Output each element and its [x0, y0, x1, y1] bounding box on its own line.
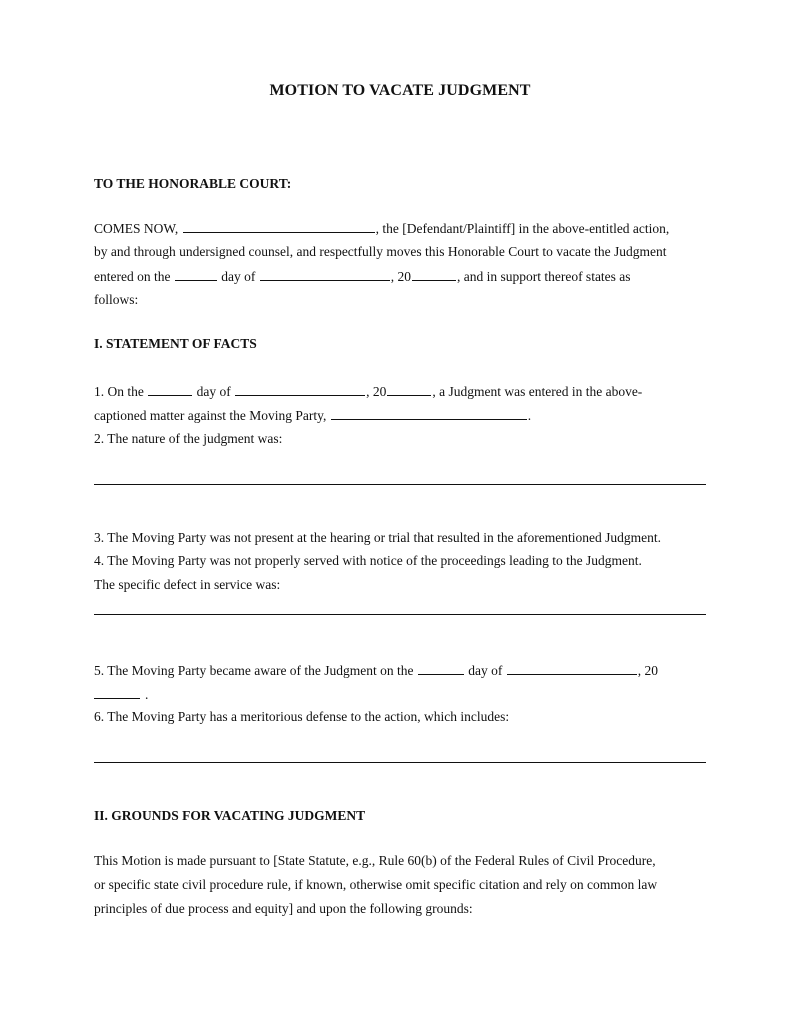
service-defect-answer-line[interactable]: [94, 614, 706, 615]
meritorious-defense-answer-line[interactable]: [94, 762, 706, 763]
grounds-paragraph-line-2: or specific state civil procedure rule, if known, otherwise omit specific citation and rely on common law: [94, 877, 658, 892]
fact-item-6: 6. The Moving Party has a meritorious defense to the action, which includes:: [94, 709, 510, 724]
intro-line-1: COMES NOW, , the [Defendant/Plaintiff] in the above-entitled action,: [94, 221, 670, 236]
aware-month-blank[interactable]: [507, 662, 637, 675]
fact-item-5-line-2: .: [94, 686, 148, 703]
fact-item-1-line-2: captioned matter against the Moving Party, .: [94, 408, 532, 423]
intro-line-3: entered on the day of , 20 , and in support thereof states as: [94, 269, 631, 284]
judgment-nature-answer-line[interactable]: [94, 484, 706, 485]
section-1-heading: I. STATEMENT OF FACTS: [94, 336, 257, 351]
fact-item-4-line-1: 4. The Moving Party was not properly served with notice of the proceedings leading to the Judgment.: [94, 553, 642, 568]
document-title: MOTION TO VACATE JUDGMENT: [269, 82, 531, 99]
grounds-paragraph-line-1: This Motion is made pursuant to [State Statute, e.g., Rule 60(b) of the Federal Rules of Civil Procedure,: [94, 853, 656, 868]
party-name-blank[interactable]: [183, 220, 375, 233]
judgment-month-blank[interactable]: [260, 268, 390, 281]
judgment-day-blank[interactable]: [175, 268, 217, 281]
fact1-day-blank[interactable]: [148, 383, 192, 396]
fact1-year-blank[interactable]: [387, 383, 431, 396]
judgment-year-blank[interactable]: [412, 268, 456, 281]
fact-item-3: 3. The Moving Party was not present at the hearing or trial that resulted in the aforementioned Judgment.: [94, 530, 661, 545]
intro-line-4: follows:: [94, 292, 139, 307]
fact-item-5-line-1: 5. The Moving Party became aware of the Judgment on the day of , 20: [94, 663, 659, 678]
fact1-month-blank[interactable]: [235, 383, 365, 396]
moving-party-blank[interactable]: [331, 407, 527, 420]
grounds-paragraph-line-3: principles of due process and equity] and upon the following grounds:: [94, 901, 473, 916]
fact-item-1-line-1: 1. On the day of , 20 , a Judgment was entered in the above-: [94, 384, 643, 399]
aware-year-blank[interactable]: [94, 686, 140, 699]
intro-line-2: by and through undersigned counsel, and respectfully moves this Honorable Court to vacate the Judgment: [94, 244, 667, 259]
salutation: TO THE HONORABLE COURT:: [94, 176, 292, 191]
aware-day-blank[interactable]: [418, 662, 464, 675]
fact-item-2: 2. The nature of the judgment was:: [94, 431, 283, 446]
section-2-heading: II. GROUNDS FOR VACATING JUDGMENT: [94, 808, 366, 823]
fact-item-4-line-2: The specific defect in service was:: [94, 577, 281, 592]
